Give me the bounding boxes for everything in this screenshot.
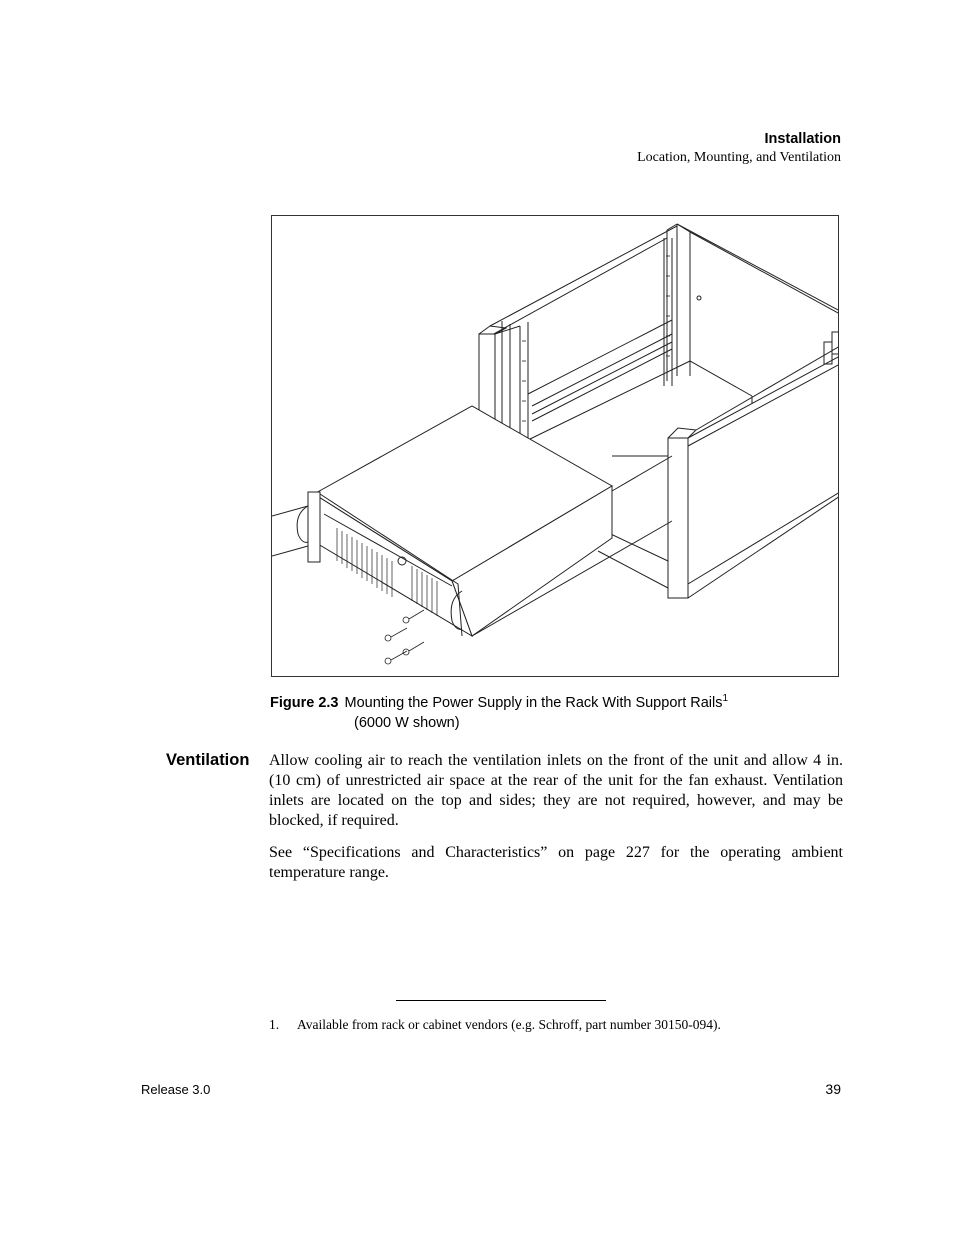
body-paragraph: Allow cooling air to reach the ventilation inlets on the front of the unit and allow 4 in. (10 cm) of unrestricted air space at the rear of the unit for the fan exhaust. Ventilation inlets are located on the top and sides; they are not required, however, and may be blocked, if required.: [269, 752, 843, 829]
footnote-divider: [396, 1000, 606, 1001]
power-supply-unit: [272, 406, 672, 664]
page-number: 39: [825, 1081, 841, 1097]
figure-number: Figure 2.3: [270, 695, 339, 711]
figure-illustration: [271, 215, 839, 677]
running-header-subsection: Location, Mounting, and Ventilation: [637, 150, 841, 165]
footnote-text: Available from rack or cabinet vendors (e.g. Schroff, part number 30150-094).: [297, 1017, 721, 1032]
section-heading: Ventilation: [166, 751, 250, 769]
footer-release: Release 3.0: [141, 1082, 211, 1097]
figure-caption-line2: (6000 W shown): [354, 715, 460, 731]
rack-mounting-drawing: [272, 216, 839, 677]
footnote-number: 1.: [269, 1017, 280, 1032]
footnote: [269, 1017, 721, 1033]
running-header-section: Installation: [764, 131, 841, 147]
figure-caption-text: Mounting the Power Supply in the Rack With Support Rails: [344, 695, 723, 711]
footnote-reference: 1: [722, 693, 729, 704]
figure-caption: [270, 689, 830, 733]
body-paragraph: See “Specifications and Characteristics” on page 227 for the operating ambient temperature range.: [269, 844, 843, 881]
